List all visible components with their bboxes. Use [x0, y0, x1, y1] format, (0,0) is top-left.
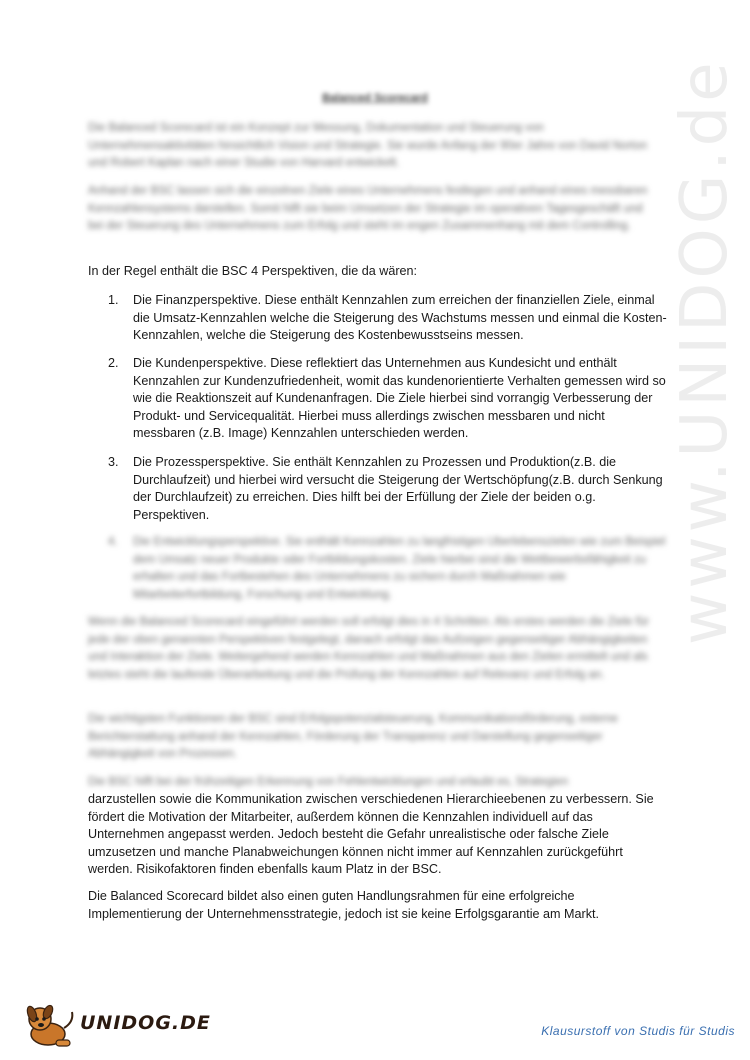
benefits-paragraph-blurred [88, 774, 660, 792]
document-title: Balanced Scorecard [322, 92, 428, 104]
perspectives-intro [88, 263, 668, 281]
benefits-text: darzustellen sowie die Kommunikation zwischen verschiedenen Hierarchieebenen zu verbessern. Sie fördert die Motivation der Mitarbeiter, außerdem können die Kennzahlen individuell auf das Unternehmen angepasst werden. Jedoch besteht die Gefahr unrealistische oder falsche Ziele umzusetzen und manche Planabweichungen können nicht immer auf Kennzahlen zurückgeführt werden. Risikofaktoren finden ebenfalls kaum Platz in der BSC. [88, 792, 654, 877]
functions-paragraph [88, 711, 660, 764]
perspectives-intro-text: In der Regel enthält die BSC 4 Perspektiven, die da wären: [88, 264, 418, 278]
watermark: www.UNIDOG.de [668, 58, 742, 645]
intro-paragraph-2 [88, 183, 660, 236]
intro-paragraph-1-text: Die Balanced Scorecard ist ein Konzept zur Messung, Dokumentation und Steuerung von Unternehmensaktivitäten hinsichtlich Vision und Strategie. Sie wurde Anfang der 90er Jahre von David Norton und Robert Kaplan nach einer Studie von Harvard entwickelt. [88, 122, 648, 169]
conclusion-text: Die Balanced Scorecard bildet also einen guten Handlungsrahmen für eine erfolgreiche Implementierung der Unternehmensstrategie, jedoch ist sie keine Erfolgsgarantie am Markt. [88, 889, 599, 921]
list-item-number: 4. [108, 536, 118, 548]
functions-text: Die wichtigsten Funktionen der BSC sind Erfolgspotenzialsteuerung, Kommunikationsförderung, externe Berichterstattung anhand der Kennzahlen, Förderung der Transparenz und Darstellung gegenseitiger Abhängigkeit von Prozessen. [88, 713, 618, 760]
list-item-number: 2. [108, 356, 119, 370]
list-item-text: Die Finanzperspektive. Diese enthält Kennzahlen zum erreichen der finanziellen Ziele, einmal die Umsatz-Kennzahlen welche die Steigerung des Wachstums messen und einmal die Kosten-Kennzahlen, welche die Steigerung des Kostenbewusstseins messen. [133, 293, 667, 343]
benefits-paragraph [88, 791, 668, 879]
list-item-text: Die Entwicklungsperspektive. Sie enthält Kennzahlen zu langfristigen Überlebenszielen wie zum Beispiel dem Umsatz neuer Produkte oder Fortbildungskosten. Ziele hierbei sind die Wettbewerbsfähigkeit zu erhalten und das Fortbestehen des Unternehmens zu sichern durch Maßnahmen wie Mitarbeiterfortbildung, Forschung und Entwicklung. [133, 536, 666, 601]
list-item-number: 1. [108, 293, 119, 307]
list-item-text: Die Prozessperspektive. Sie enthält Kennzahlen zu Prozessen und Produktion(z.B. die Durchlaufzeit) und hierbei wird versucht die Steigerung der Wertschöpfung(z.B. durch Senkung der Durchlaufzeit) zu erreichen. Dies hilft bei der Erfüllung der Ziele der beiden o.g. Perspektiven. [133, 455, 663, 522]
footer-logo[interactable] [20, 1000, 210, 1050]
footer-tagline: Klausurstoff von Studis für Studis [541, 1024, 735, 1038]
conclusion-paragraph [88, 888, 668, 923]
list-item-number: 3. [108, 455, 119, 469]
intro-paragraph-2-text: Anhand der BSC lassen sich die einzelnen Ziele eines Unternehmens festlegen und anhand eines messbaren Kennzahlensystems darstellen. Somit hilft sie beim Umsetzen der Strategie im operativen Tagesgeschäft und bei der Steuerung des Unternehmens zum Erfolg und steht im engen Zusammenhang mit dem Controlling. [88, 185, 648, 232]
benefits-blurred-text: Die BSC hilft bei der frühzeitigen Erkennung von Fehlentwicklungen und erlaubt es, Strategien [88, 776, 569, 788]
introduction-steps-paragraph [88, 614, 660, 684]
intro-paragraph-1 [88, 120, 660, 173]
list-item-text: Die Kundenperspektive. Diese reflektiert das Unternehmen aus Kundesicht und enthält Kennzahlen zur Kundenzufriedenheit, womit das kundenorientierte Verhalten gemessen wird so wie die Reaktionszeit auf Kundenanfragen. Die Ziele hierbei sind vorrangig Verbesserung der Produkt- und Servicequalität. Hierbei muss allerdings zwischen messbaren und nicht messbaren (z.B. Image) Kennzahlen unterschieden werden. [133, 356, 666, 441]
dog-mascot-icon [20, 1000, 78, 1050]
logo-text: UNIDOG.DE [80, 1012, 211, 1034]
introduction-steps-text: Wenn die Balanced Scorecard eingeführt werden soll erfolgt dies in 4 Schritten. Als erstes werden die Ziele für jede der oben genannten Perspektiven festgelegt, danach erfolgt das Aufzeigen gegenseitiger Abhängigkeiten und Interaktion der Ziele. Weitergehend werden Kennzahlen und Maßnahmen aus den Zielen ermittelt und als letztes steht die laufende Überarbeitung und die Prüfung der Kennzahlen auf Relevanz und Erfolg an. [88, 616, 650, 681]
